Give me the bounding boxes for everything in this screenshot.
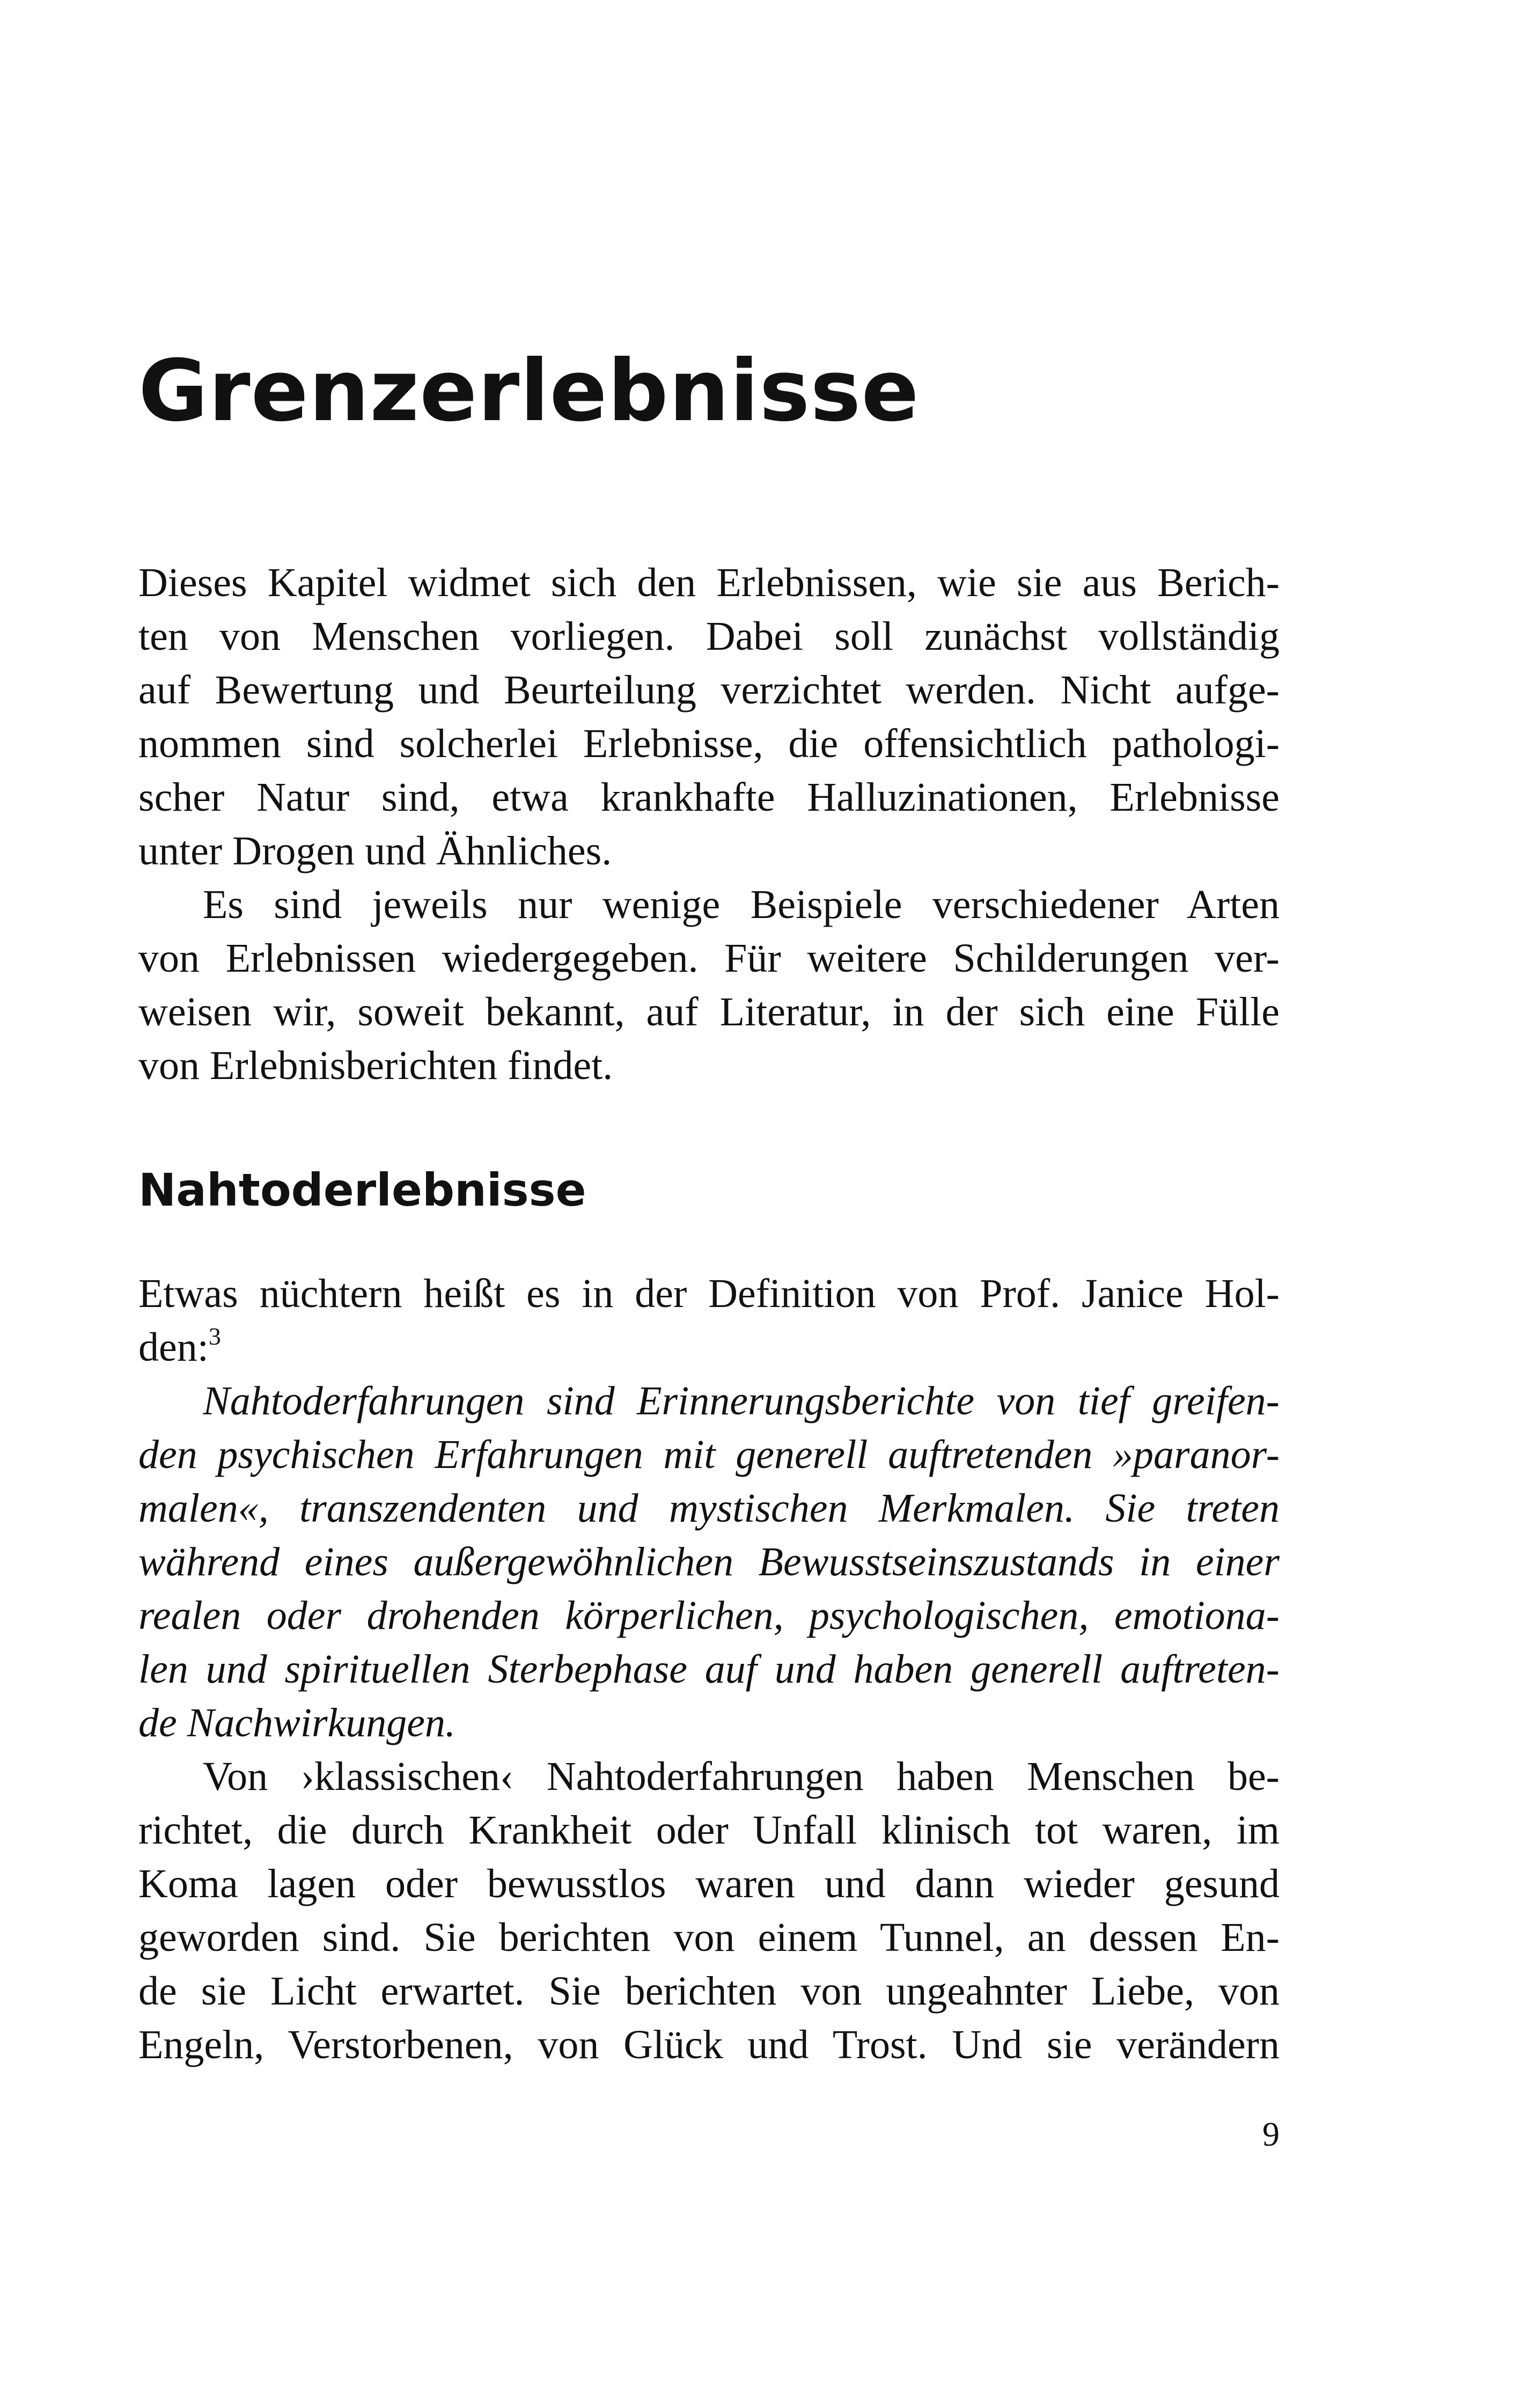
- quote-line: malen«, transzendenten und mystischen Merkmalen. Sie treten: [138, 1486, 1280, 1531]
- lead-line-text: den:: [138, 1325, 209, 1370]
- intro-line: unter Drogen und Ähnliches.: [138, 828, 612, 873]
- body-line: Von ›klassischen‹ Nahtoderfahrungen haben Menschen be-: [203, 1754, 1280, 1799]
- quote-line: len und spirituellen Sterbephase auf und haben generell auftreten-: [138, 1647, 1280, 1692]
- intro-line: nommen sind solcherlei Erlebnisse, die offensichtlich pathologi-: [138, 721, 1280, 766]
- lead-line: [138, 1318, 1280, 1377]
- footnote-marker: 3: [208, 1323, 221, 1350]
- body-line: geworden sind. Sie berichten von einem Tunnel, an dessen En-: [138, 1915, 1280, 1960]
- intro-line: Es sind jeweils nur wenige Beispiele verschiedener Arten: [203, 882, 1280, 927]
- chapter-title: Grenzerlebnisse: [138, 342, 920, 441]
- section-title: Nahtoderlebnisse: [138, 1164, 586, 1216]
- body-line: de sie Licht erwartet. Sie berichten von ungeahnter Liebe, von: [138, 1969, 1280, 2014]
- body-line: Engeln, Verstorbenen, von Glück und Trost. Und sie verändern: [138, 2022, 1280, 2067]
- intro-line: weisen wir, soweit bekannt, auf Literatur, in der sich eine Fülle: [138, 989, 1280, 1034]
- quote-line: de Nachwirkungen.: [138, 1700, 456, 1745]
- quote-line: während eines außergewöhnlichen Bewusstseinszustands in einer: [138, 1539, 1280, 1584]
- intro-line: auf Bewertung und Beurteilung verzichtet werden. Nicht aufge-: [138, 667, 1280, 713]
- intro-line: Dieses Kapitel widmet sich den Erlebnissen, wie sie aus Berich-: [138, 560, 1280, 605]
- quote-line: den psychischen Erfahrungen mit generell auftretenden »paranor-: [138, 1432, 1280, 1477]
- intro-line: scher Natur sind, etwa krankhafte Halluzinationen, Erlebnisse: [138, 775, 1280, 820]
- intro-line: von Erlebnissen wiedergegeben. Für weitere Schilderungen ver-: [138, 936, 1280, 981]
- intro-line: von Erlebnisberichten findet.: [138, 1043, 613, 1088]
- body-line: richtet, die durch Krankheit oder Unfall klinisch tot waren, im: [138, 1808, 1280, 1853]
- body-line: Koma lagen oder bewusstlos waren und dann wieder gesund: [138, 1861, 1280, 1906]
- quote-line: Nahtoderfahrungen sind Erinnerungsberichte von tief greifen-: [203, 1378, 1280, 1423]
- lead-line: Etwas nüchtern heißt es in der Definition von Prof. Janice Hol-: [138, 1271, 1280, 1316]
- quote-line: realen oder drohenden körperlichen, psychologischen, emotiona-: [138, 1593, 1280, 1638]
- intro-line: ten von Menschen vorliegen. Dabei soll zunächst vollständig: [138, 614, 1280, 659]
- page-number: 9: [1262, 2115, 1280, 2153]
